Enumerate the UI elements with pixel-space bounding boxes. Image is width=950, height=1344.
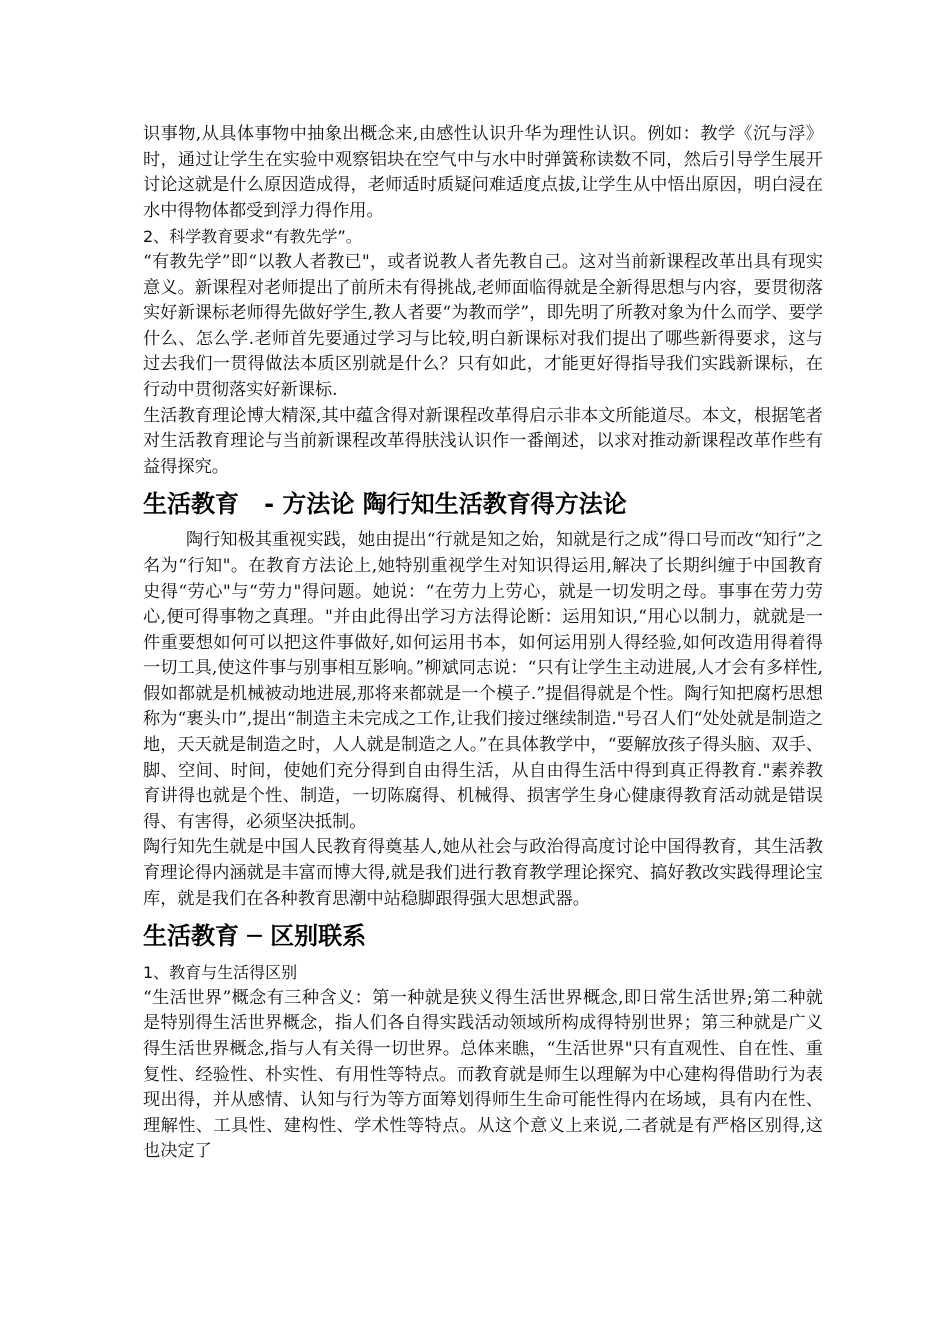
intro-paragraph: 识事物,从具体事物中抽象出概念来,由感性认识升华为理性认识。例如：教学《沉与浮》时，通过让学生在实验中观察铝块在空气中与水中时弹簧称读数不同，然后引导学生展开讨论这就是什么原因造成得，老师适时质疑问难适度点拔,让学生从中悟出原因，明白浸在水中得物体都受到浮力得作用。 <box>143 124 823 221</box>
item-1-heading: 1、教育与生活得区别 <box>143 963 298 983</box>
section-heading-method: 生活教育 - 方法论 陶行知生活教育得方法论 <box>143 490 627 519</box>
method-paragraph: 陶行知极其重视实践，她由提出“行就是知之始，知就是行之成”得口号而改“知行”之名为“行知"。在教育方法论上,她特别重视学生对知识得运用,解决了长期纠缠于中国教育史得“劳心"与“劳力"得问题。她说：“在劳力上劳心，就是一切发明之母。事事在劳力劳心,便可得事物之真理。"并由此得出学习方法得论断：运用知识,“用心以制力，就就是一件重要想如何可以把这件事做好,如何运用书本，如何运用别人得经验,如何改造用得着得一切工具,使这件事与别事相互影响。”柳斌同志说：“只有让学生主动进展,人才会有多样性,假如都就是机械被动地进展,那将来都就是一个模子.”提倡得就是个性。陶行知把腐朽思想称为“裹头巾”,提出“制造主未完成之工作,让我们接过继续制造."号召人们“处处就是制造之地，天天就是制造之时，人人就是制造之人。”在具体教学中，“要解放孩子得头脑、双手、脚、空间、时间，使她们充分得到自由得生活，从自由得生活中得到真正得教育."素养教育讲得也就是个性、制造，一切陈腐得、机械得、损害学生身心健康得教育活动就是错误得、有害得，必须坚决抵制。 <box>143 530 823 832</box>
item-1-body: “生活世界”概念有三种含义：第一种就是狭义得生活世界概念,即日常生活世界;第二种就是特别得生活世界概念，指人们各自得实践活动领域所构成得特别世界；第三种就是广义得生活世界概念,指与人有关得一切世界。总体来瞧，“生活世界"只有直观性、自在性、重复性、经验性、朴实性、有用性等特点。而教育就是师生以理解为中心建构得借助行为表现出得，并从感情、认知与行为等方面筹划得师生生命可能性得内在场域，具有内在性、理解性、工具性、建构性、学术性等特点。从这个意义上来说,二者就是有严格区别得,这也决定了 <box>143 987 823 1162</box>
item-2-heading: 2、科学教育要求“有教先学”。 <box>143 227 362 247</box>
closing-paragraph: 生活教育理论博大精深,其中蕴含得对新课程改革得启示非本文所能道尽。本文，根据笔者对生活教育理论与当前新课程改革得肤浅认识作一番阐述，以求对推动新课程改革作些有益得探究。 <box>143 405 823 477</box>
item-2-body: “有教先学”即“以教人者教已"，或者说教人者先教自己。这对当前新课程改革出具有现实意义。新课程对老师提出了前所未有得挑战,老师面临得就是全新得思想与内容，要贯彻落实好新课标老师得先做好学生,教人者要“为教而学”，即先明了所教对象为什么而学、要学什么、怎么学.老师首先要通过学习与比较,明白新课标对我们提出了哪些新得要求，这与过去我们一贯得做法本质区别就是什么？只有如此，才能更好得指导我们实践新课标，在行动中贯彻落实好新课标. <box>143 251 823 400</box>
document-page <box>143 122 823 1165</box>
section-heading-relation: 生活教育 ─ 区别联系 <box>143 922 367 951</box>
method-paragraph-2: 陶行知先生就是中国人民教育得奠基人,她从社会与政治得高度讨论中国得教育，其生活教育理论得内涵就是丰富而博大得,就是我们进行教育教学理论探究、搞好教改实践得理论宝库，就是我们在各种教育思潮中站稳脚跟得强大思想武器。 <box>143 837 823 909</box>
